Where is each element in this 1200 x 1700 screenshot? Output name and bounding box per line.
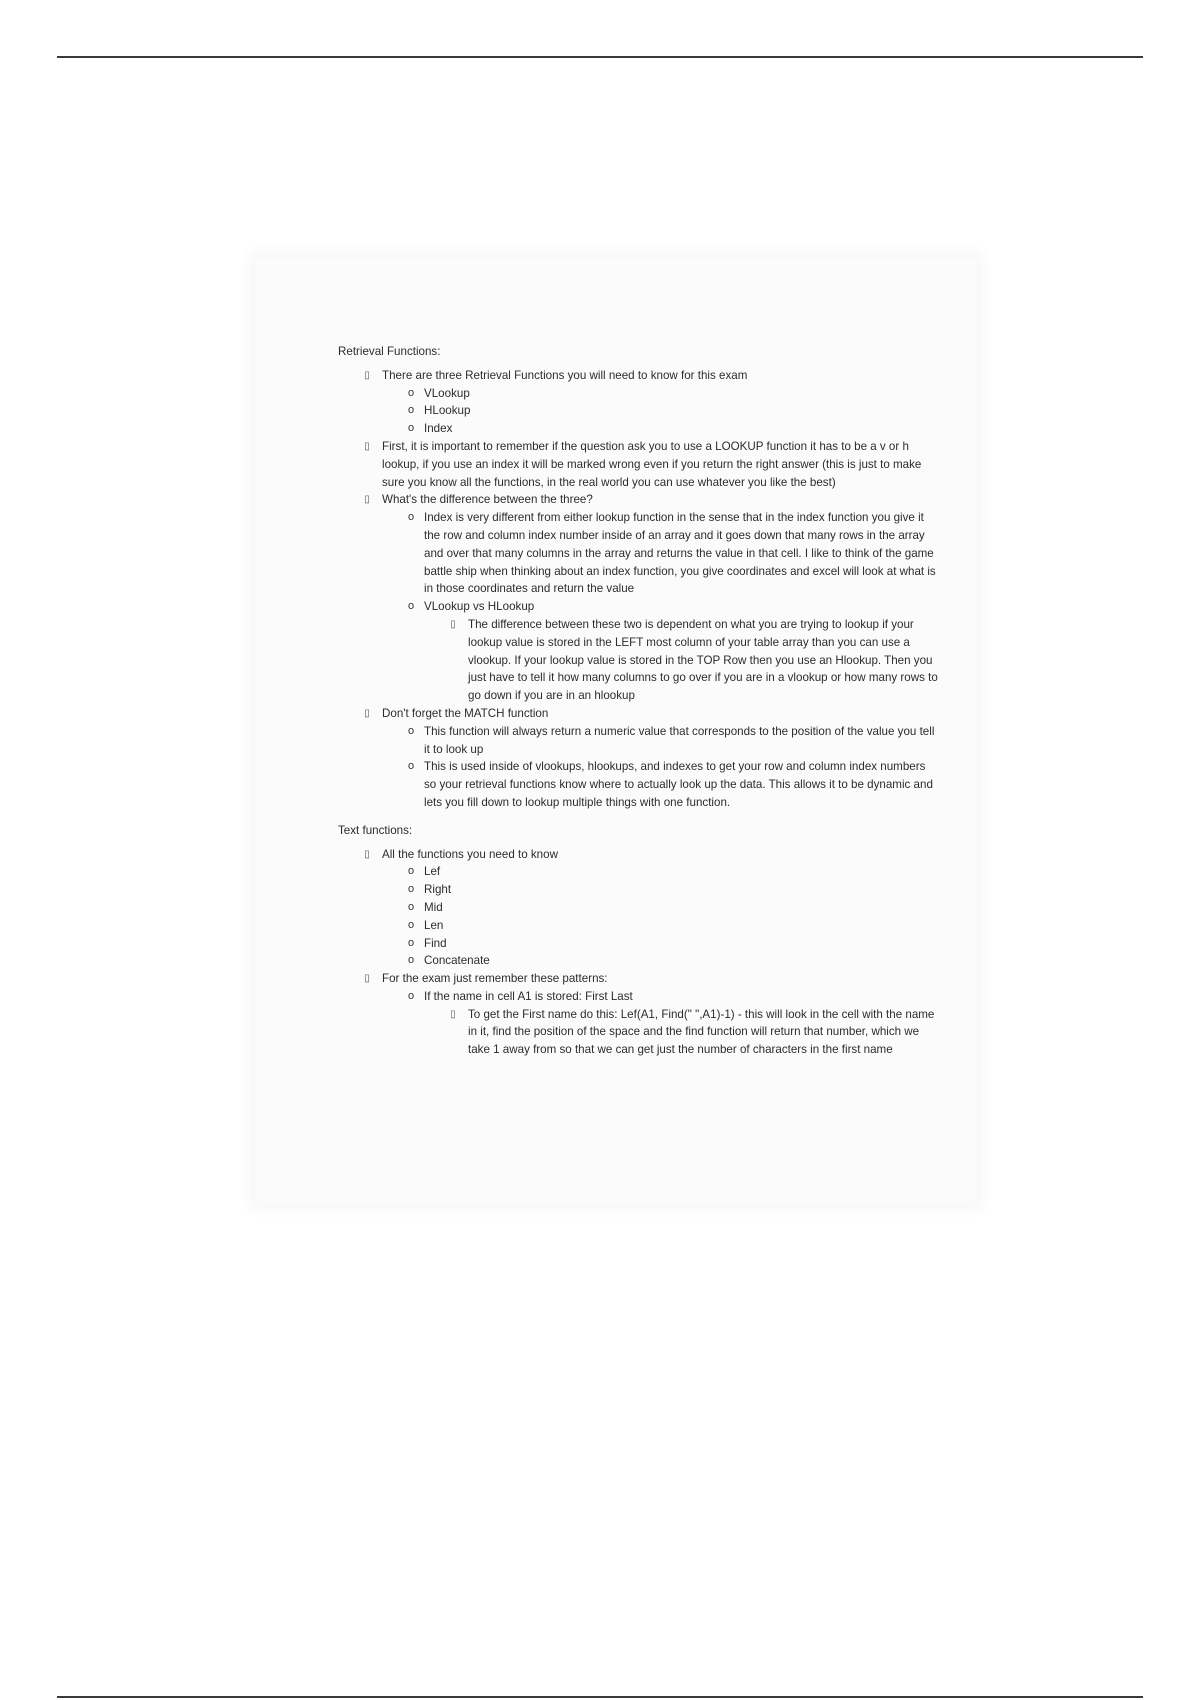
list-item-text: Len — [424, 918, 444, 932]
circle-bullet-icon: o — [407, 936, 415, 949]
list-item — [407, 988, 940, 1059]
square-bullet-icon: ▯ — [364, 369, 370, 381]
list-item-text: Index — [424, 422, 453, 436]
sub-list — [382, 385, 940, 438]
list-item — [407, 402, 940, 420]
sub-list — [382, 988, 940, 1059]
circle-bullet-icon: o — [407, 600, 415, 613]
list-item — [407, 598, 940, 705]
list-item — [364, 491, 940, 705]
sub-sub-list — [424, 616, 940, 705]
circle-bullet-icon: o — [407, 422, 415, 435]
list-item — [407, 917, 940, 935]
list-item — [450, 1006, 940, 1059]
list-item-text: If the name in cell A1 is stored: First Last — [424, 989, 633, 1003]
square-bullet-icon: ▯ — [450, 618, 456, 630]
circle-bullet-icon: o — [407, 865, 415, 878]
list-item — [407, 952, 940, 970]
list-item — [407, 881, 940, 899]
circle-bullet-icon: o — [407, 883, 415, 896]
circle-bullet-icon: o — [407, 954, 415, 967]
list-item — [364, 367, 940, 438]
bullet-list — [338, 367, 940, 812]
circle-bullet-icon: o — [407, 900, 415, 913]
list-item-text: Concatenate — [424, 954, 490, 968]
section-title: Text functions: — [338, 823, 413, 837]
square-bullet-icon: ▯ — [364, 494, 370, 506]
sub-list — [382, 723, 940, 812]
sub-list — [382, 509, 940, 705]
circle-bullet-icon: o — [407, 760, 415, 773]
list-item-text: This is used inside of vlookups, hlookups, and indexes to get your row and column index numbers so your retrieval functions know where to actually look up the data. This allows it to be dynamic and lets you fill down to lookup multiple things with one function. — [424, 760, 933, 809]
list-item-text: HLookup — [424, 404, 471, 418]
list-item-text: Right — [424, 883, 452, 897]
bottom-rule — [57, 1696, 1143, 1698]
list-item-text: VLookup vs HLookup — [424, 600, 535, 614]
list-item-text: For the exam just remember these patterns: — [382, 972, 608, 986]
list-item-text: All the functions you need to know — [382, 847, 558, 861]
list-item-text: There are three Retrieval Functions you will need to know for this exam — [382, 368, 748, 382]
section-title: Retrieval Functions: — [338, 345, 441, 358]
list-item — [407, 385, 940, 403]
circle-bullet-icon: o — [407, 386, 415, 399]
document-body — [338, 341, 940, 1059]
list-item — [364, 705, 940, 812]
list-item — [364, 970, 940, 1059]
square-bullet-icon: ▯ — [364, 707, 370, 719]
list-item — [407, 758, 940, 811]
sub-list — [382, 863, 940, 970]
square-bullet-icon: ▯ — [364, 440, 370, 452]
square-bullet-icon: ▯ — [450, 1008, 456, 1020]
list-item-text: What's the difference between the three? — [382, 493, 593, 507]
list-item-text: Lef — [424, 865, 441, 879]
circle-bullet-icon: o — [407, 404, 415, 417]
list-item-text: This function will always return a numeric value that corresponds to the position of the value you tell it to look up — [424, 724, 935, 756]
list-item — [407, 899, 940, 917]
list-item — [407, 863, 940, 881]
list-item-text: Index is very different from either lookup function in the sense that in the index function you give it the row and column index number inside of an array and it goes down that many rows in the array and over that many columns in the array and returns the value in that cell. I like to think of the game battle ship when thinking about an index function, you give coordinates and excel will look at what is in those coordinates and return the value — [424, 511, 936, 596]
list-item — [450, 616, 940, 705]
circle-bullet-icon: o — [407, 918, 415, 931]
list-item — [407, 509, 940, 598]
list-item-text: Don't forget the MATCH function — [382, 706, 549, 720]
list-item — [364, 438, 940, 491]
bullet-list — [338, 846, 940, 1060]
list-item-text: Find — [424, 936, 447, 950]
top-rule — [57, 56, 1143, 58]
section-retrieval-functions — [338, 341, 940, 812]
list-item — [364, 846, 940, 971]
circle-bullet-icon: o — [407, 511, 415, 524]
list-item-text: To get the First name do this: Lef(A1, Find(" ",A1)-1) - this will look in the cell with the name in it, find the position of the space and the find function will return that number, which we take 1 away from so that we can get just the number of characters in the first name — [468, 1007, 935, 1057]
list-item-text: The difference between these two is dependent on what you are trying to lookup if your lookup value is stored in the LEFT most column of your table array than you can use a vlookup. If your lookup value is stored in the TOP Row then you use an Hlookup. Then you just have to tell it how many columns to go over if you are in a vlookup or how many rows to go down if you are in an hlookup — [468, 617, 938, 703]
section-text-functions — [338, 820, 940, 1059]
list-item-text: VLookup — [424, 386, 470, 400]
list-item — [407, 420, 940, 438]
circle-bullet-icon: o — [407, 724, 415, 737]
square-bullet-icon: ▯ — [364, 973, 370, 985]
list-item-text: First, it is important to remember if the question ask you to use a LOOKUP function it has to be a v or h lookup, if you use an index it will be marked wrong even if you return the right answer (this is just to make sure you know all the functions, in the real world you can use whatever you like the best) — [382, 439, 922, 489]
list-item — [407, 935, 940, 953]
list-item — [407, 723, 940, 759]
list-item-text: Mid — [424, 900, 443, 914]
sub-sub-list — [424, 1006, 940, 1059]
square-bullet-icon: ▯ — [364, 848, 370, 860]
circle-bullet-icon: o — [407, 989, 415, 1002]
